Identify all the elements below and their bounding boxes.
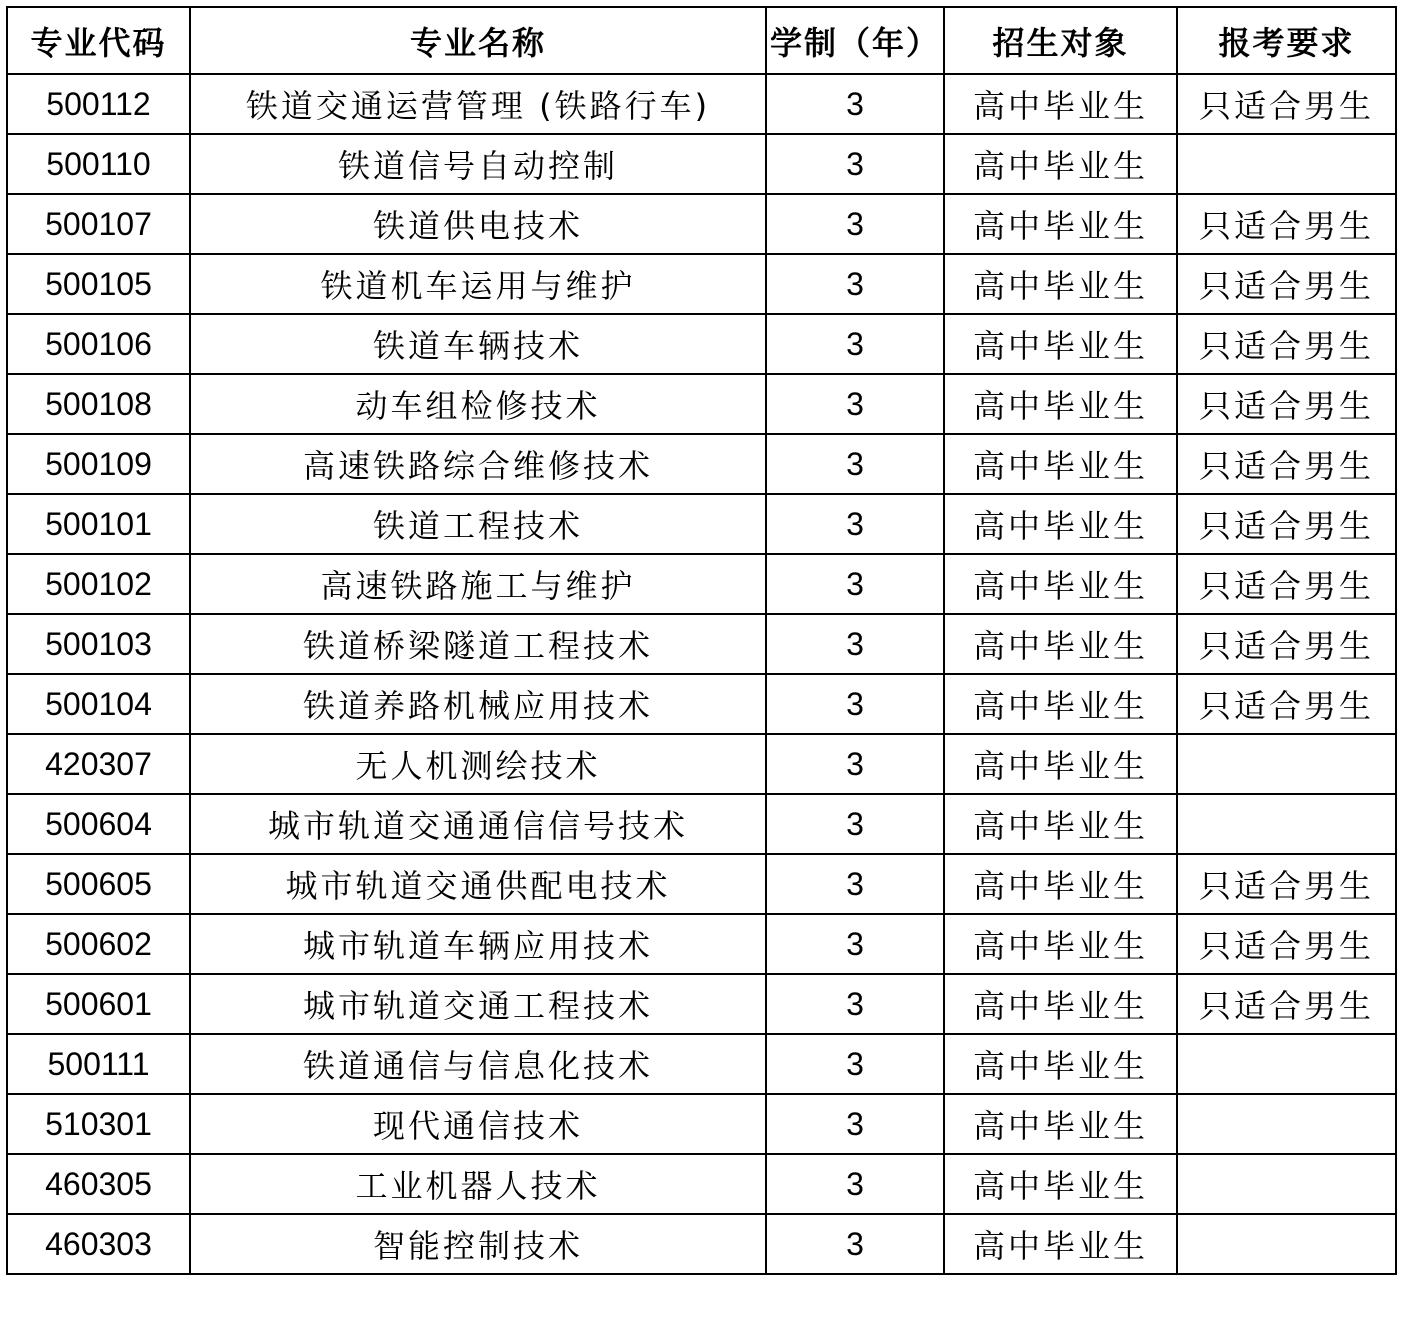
table-row [7, 1214, 1396, 1274]
table-header [7, 7, 1396, 74]
cell-major-code: 500602 [7, 914, 190, 974]
majors-table [6, 6, 1397, 1275]
cell-major-code: 500111 [7, 1034, 190, 1094]
cell-application-requirement: 只适合男生 [1177, 254, 1396, 314]
cell-major-name: 动车组检修技术 [190, 374, 766, 434]
cell-major-code: 500112 [7, 74, 190, 134]
cell-study-years: 3 [766, 794, 944, 854]
cell-application-requirement: 只适合男生 [1177, 74, 1396, 134]
cell-major-code: 500604 [7, 794, 190, 854]
cell-major-code: 510301 [7, 1094, 190, 1154]
cell-major-name: 铁道工程技术 [190, 494, 766, 554]
cell-major-name: 铁道信号自动控制 [190, 134, 766, 194]
cell-application-requirement [1177, 1034, 1396, 1094]
cell-major-name: 无人机测绘技术 [190, 734, 766, 794]
table-row [7, 674, 1396, 734]
cell-study-years: 3 [766, 134, 944, 194]
cell-enrollment-target: 高中毕业生 [944, 1214, 1177, 1274]
cell-study-years: 3 [766, 314, 944, 374]
cell-enrollment-target: 高中毕业生 [944, 314, 1177, 374]
cell-study-years: 3 [766, 434, 944, 494]
cell-study-years: 3 [766, 1094, 944, 1154]
cell-application-requirement [1177, 1154, 1396, 1214]
cell-major-code: 420307 [7, 734, 190, 794]
table-row [7, 434, 1396, 494]
cell-major-code: 500109 [7, 434, 190, 494]
cell-major-name: 铁道桥梁隧道工程技术 [190, 614, 766, 674]
cell-application-requirement [1177, 1214, 1396, 1274]
cell-application-requirement: 只适合男生 [1177, 194, 1396, 254]
cell-enrollment-target: 高中毕业生 [944, 794, 1177, 854]
table-row [7, 194, 1396, 254]
cell-enrollment-target: 高中毕业生 [944, 254, 1177, 314]
table-row [7, 614, 1396, 674]
cell-application-requirement: 只适合男生 [1177, 974, 1396, 1034]
cell-major-code: 500102 [7, 554, 190, 614]
table-row [7, 734, 1396, 794]
cell-major-name: 城市轨道交通工程技术 [190, 974, 766, 1034]
cell-application-requirement: 只适合男生 [1177, 374, 1396, 434]
table-row [7, 254, 1396, 314]
cell-major-name: 工业机器人技术 [190, 1154, 766, 1214]
table-row [7, 374, 1396, 434]
cell-application-requirement: 只适合男生 [1177, 434, 1396, 494]
cell-study-years: 3 [766, 194, 944, 254]
cell-major-name: 现代通信技术 [190, 1094, 766, 1154]
table-row [7, 554, 1396, 614]
cell-enrollment-target: 高中毕业生 [944, 134, 1177, 194]
header-major-code: 专业代码 [7, 7, 190, 74]
cell-enrollment-target: 高中毕业生 [944, 1154, 1177, 1214]
table-row [7, 134, 1396, 194]
cell-enrollment-target: 高中毕业生 [944, 674, 1177, 734]
header-enrollment-target: 招生对象 [944, 7, 1177, 74]
cell-enrollment-target: 高中毕业生 [944, 554, 1177, 614]
table-row [7, 854, 1396, 914]
cell-major-code: 500101 [7, 494, 190, 554]
table-row [7, 494, 1396, 554]
table-row [7, 1034, 1396, 1094]
cell-enrollment-target: 高中毕业生 [944, 74, 1177, 134]
cell-enrollment-target: 高中毕业生 [944, 974, 1177, 1034]
cell-major-name: 铁道养路机械应用技术 [190, 674, 766, 734]
header-row [7, 7, 1396, 74]
header-major-name: 专业名称 [190, 7, 766, 74]
cell-major-name: 城市轨道交通通信信号技术 [190, 794, 766, 854]
cell-study-years: 3 [766, 974, 944, 1034]
table-row [7, 914, 1396, 974]
cell-study-years: 3 [766, 1154, 944, 1214]
cell-major-name: 城市轨道车辆应用技术 [190, 914, 766, 974]
cell-major-code: 500110 [7, 134, 190, 194]
cell-application-requirement: 只适合男生 [1177, 554, 1396, 614]
cell-study-years: 3 [766, 674, 944, 734]
cell-study-years: 3 [766, 74, 944, 134]
cell-major-name: 铁道通信与信息化技术 [190, 1034, 766, 1094]
cell-application-requirement: 只适合男生 [1177, 674, 1396, 734]
cell-major-code: 500106 [7, 314, 190, 374]
cell-major-code: 460305 [7, 1154, 190, 1214]
cell-application-requirement: 只适合男生 [1177, 314, 1396, 374]
cell-study-years: 3 [766, 254, 944, 314]
cell-study-years: 3 [766, 1034, 944, 1094]
cell-major-name: 高速铁路施工与维护 [190, 554, 766, 614]
table-row [7, 974, 1396, 1034]
cell-enrollment-target: 高中毕业生 [944, 734, 1177, 794]
cell-enrollment-target: 高中毕业生 [944, 914, 1177, 974]
cell-study-years: 3 [766, 374, 944, 434]
table-body [7, 74, 1396, 1274]
cell-application-requirement [1177, 134, 1396, 194]
cell-major-name: 城市轨道交通供配电技术 [190, 854, 766, 914]
cell-major-name: 铁道交通运营管理 (铁路行车) [190, 74, 766, 134]
header-application-requirement: 报考要求 [1177, 7, 1396, 74]
cell-major-code: 500107 [7, 194, 190, 254]
cell-study-years: 3 [766, 554, 944, 614]
cell-enrollment-target: 高中毕业生 [944, 1094, 1177, 1154]
cell-study-years: 3 [766, 734, 944, 794]
cell-enrollment-target: 高中毕业生 [944, 494, 1177, 554]
cell-major-code: 500605 [7, 854, 190, 914]
cell-enrollment-target: 高中毕业生 [944, 854, 1177, 914]
cell-application-requirement [1177, 734, 1396, 794]
cell-major-code: 500105 [7, 254, 190, 314]
cell-major-name: 智能控制技术 [190, 1214, 766, 1274]
table-row [7, 1094, 1396, 1154]
table-row [7, 794, 1396, 854]
cell-major-name: 铁道供电技术 [190, 194, 766, 254]
cell-application-requirement: 只适合男生 [1177, 854, 1396, 914]
cell-study-years: 3 [766, 914, 944, 974]
cell-application-requirement: 只适合男生 [1177, 914, 1396, 974]
table-row [7, 314, 1396, 374]
cell-enrollment-target: 高中毕业生 [944, 374, 1177, 434]
cell-major-code: 500108 [7, 374, 190, 434]
cell-major-name: 铁道车辆技术 [190, 314, 766, 374]
cell-major-code: 500104 [7, 674, 190, 734]
cell-major-code: 460303 [7, 1214, 190, 1274]
cell-major-code: 500103 [7, 614, 190, 674]
cell-enrollment-target: 高中毕业生 [944, 1034, 1177, 1094]
cell-application-requirement [1177, 794, 1396, 854]
cell-major-name: 高速铁路综合维修技术 [190, 434, 766, 494]
cell-application-requirement: 只适合男生 [1177, 614, 1396, 674]
cell-study-years: 3 [766, 854, 944, 914]
cell-major-name: 铁道机车运用与维护 [190, 254, 766, 314]
cell-application-requirement [1177, 1094, 1396, 1154]
cell-application-requirement: 只适合男生 [1177, 494, 1396, 554]
cell-study-years: 3 [766, 494, 944, 554]
cell-enrollment-target: 高中毕业生 [944, 434, 1177, 494]
header-study-years: 学制（年） [766, 7, 944, 74]
table-row [7, 1154, 1396, 1214]
table-row [7, 74, 1396, 134]
cell-enrollment-target: 高中毕业生 [944, 614, 1177, 674]
cell-enrollment-target: 高中毕业生 [944, 194, 1177, 254]
cell-major-code: 500601 [7, 974, 190, 1034]
cell-study-years: 3 [766, 614, 944, 674]
cell-study-years: 3 [766, 1214, 944, 1274]
